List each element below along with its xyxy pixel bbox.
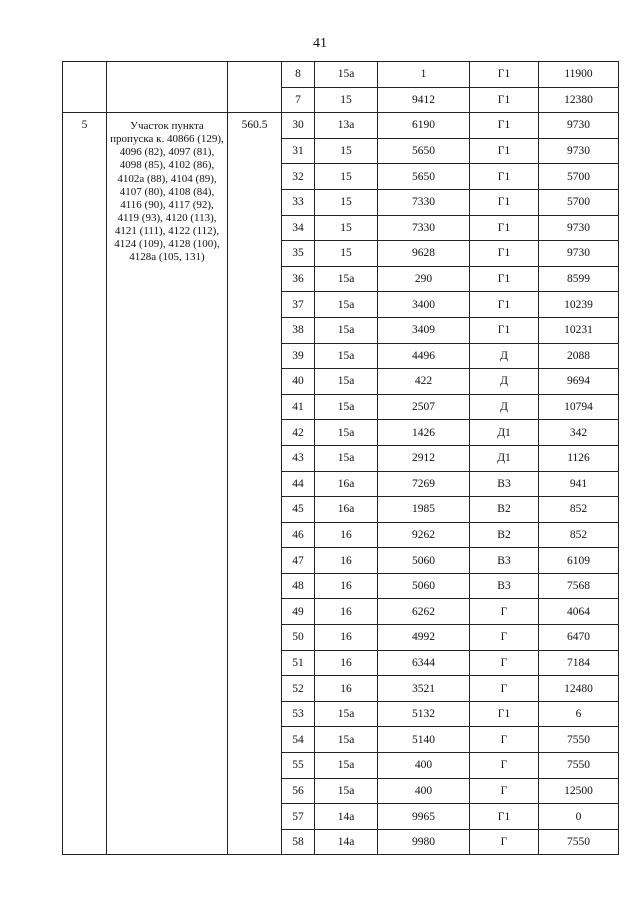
amount-cell: 11900 — [539, 62, 619, 88]
description-cell — [107, 62, 228, 113]
group-description-cell: Участок пункта пропуска к. 40866 (129), 4096 (82), 4097 (81), 4098 (85), 4102 (86), 4102а (88), 4104 (89), 4107 (80), 4108 (84), 4116 (90), 4117 (92), 4119 (93), 4120 (113), 4121 (111), 4122 (112), 4124 (109), 4128 (100), 4128а (105, 131) — [107, 113, 228, 855]
row-number-cell: 31 — [282, 138, 315, 164]
category-cell: Г1 — [470, 317, 539, 343]
amount-cell: 4064 — [539, 599, 619, 625]
category-cell: Д — [470, 394, 539, 420]
code-cell: 16 — [315, 522, 378, 548]
code-cell: 15а — [315, 343, 378, 369]
row-number-cell: 38 — [282, 317, 315, 343]
row-number-cell: 45 — [282, 497, 315, 523]
code-cell: 16 — [315, 650, 378, 676]
code-cell: 15а — [315, 778, 378, 804]
value-cell: 5650 — [378, 164, 470, 190]
category-cell: Д1 — [470, 420, 539, 446]
value-cell: 290 — [378, 266, 470, 292]
row-number-cell: 48 — [282, 573, 315, 599]
amount-cell: 10239 — [539, 292, 619, 318]
code-cell: 15 — [315, 189, 378, 215]
code-cell: 14а — [315, 829, 378, 855]
row-number-cell: 56 — [282, 778, 315, 804]
value-cell: 5140 — [378, 727, 470, 753]
value-cell: 422 — [378, 369, 470, 395]
category-cell: Д1 — [470, 445, 539, 471]
value-cell: 5060 — [378, 573, 470, 599]
category-cell: Г1 — [470, 113, 539, 139]
amount-cell: 6470 — [539, 625, 619, 651]
amount-cell: 12480 — [539, 676, 619, 702]
category-cell: В2 — [470, 522, 539, 548]
row-number-cell: 51 — [282, 650, 315, 676]
value-cell: 4496 — [378, 343, 470, 369]
row-number-cell: 47 — [282, 548, 315, 574]
amount-cell: 7550 — [539, 727, 619, 753]
value-cell: 3400 — [378, 292, 470, 318]
category-cell: Г — [470, 753, 539, 779]
row-number-cell: 49 — [282, 599, 315, 625]
amount-cell: 9730 — [539, 113, 619, 139]
code-cell: 15 — [315, 215, 378, 241]
code-cell: 15а — [315, 317, 378, 343]
amount-cell: 1126 — [539, 445, 619, 471]
table-row — [63, 113, 619, 139]
value-cell: 5132 — [378, 701, 470, 727]
code-cell: 13а — [315, 113, 378, 139]
amount-cell: 8599 — [539, 266, 619, 292]
category-cell: Г — [470, 625, 539, 651]
code-cell: 16 — [315, 599, 378, 625]
code-cell: 15а — [315, 292, 378, 318]
code-cell: 16а — [315, 471, 378, 497]
category-cell: Г1 — [470, 138, 539, 164]
row-number-cell: 44 — [282, 471, 315, 497]
amount-cell: 852 — [539, 522, 619, 548]
row-number-cell: 37 — [282, 292, 315, 318]
amount-cell: 7550 — [539, 829, 619, 855]
amount-cell: 6 — [539, 701, 619, 727]
category-cell: Г — [470, 829, 539, 855]
category-cell: Г — [470, 778, 539, 804]
category-cell: Г — [470, 599, 539, 625]
value-cell: 3409 — [378, 317, 470, 343]
group-index-cell: 5 — [63, 113, 107, 855]
row-number-cell: 33 — [282, 189, 315, 215]
amount-cell: 9730 — [539, 215, 619, 241]
category-cell: Г1 — [470, 804, 539, 830]
row-number-cell: 42 — [282, 420, 315, 446]
row-number-cell: 50 — [282, 625, 315, 651]
amount-cell: 2088 — [539, 343, 619, 369]
row-number-cell: 57 — [282, 804, 315, 830]
code-cell: 16 — [315, 676, 378, 702]
value-cell: 7330 — [378, 189, 470, 215]
amount-cell: 9730 — [539, 241, 619, 267]
category-cell: Г1 — [470, 87, 539, 113]
row-number-cell: 58 — [282, 829, 315, 855]
code-cell: 15а — [315, 701, 378, 727]
category-cell: В2 — [470, 497, 539, 523]
row-number-cell: 8 — [282, 62, 315, 88]
row-number-cell: 32 — [282, 164, 315, 190]
value-cell: 9980 — [378, 829, 470, 855]
amount-cell: 7184 — [539, 650, 619, 676]
value-cell: 4992 — [378, 625, 470, 651]
code-cell: 15 — [315, 87, 378, 113]
code-cell: 16 — [315, 548, 378, 574]
code-cell: 15а — [315, 445, 378, 471]
value-cell: 5060 — [378, 548, 470, 574]
row-number-cell: 36 — [282, 266, 315, 292]
row-number-cell: 7 — [282, 87, 315, 113]
row-number-cell: 54 — [282, 727, 315, 753]
page-number: 41 — [313, 36, 327, 51]
value-cell: 9965 — [378, 804, 470, 830]
row-number-cell: 30 — [282, 113, 315, 139]
row-number-cell: 34 — [282, 215, 315, 241]
value-cell: 9262 — [378, 522, 470, 548]
index-cell — [63, 62, 107, 113]
amount-cell: 10794 — [539, 394, 619, 420]
category-cell: Г — [470, 676, 539, 702]
code-cell: 15а — [315, 420, 378, 446]
category-cell: Г1 — [470, 215, 539, 241]
code-cell: 15а — [315, 394, 378, 420]
value-cell: 1985 — [378, 497, 470, 523]
code-cell: 15а — [315, 266, 378, 292]
amount-cell: 9730 — [539, 138, 619, 164]
code-cell: 15 — [315, 138, 378, 164]
code-cell: 15 — [315, 241, 378, 267]
code-cell: 16 — [315, 625, 378, 651]
category-cell: Г1 — [470, 292, 539, 318]
row-number-cell: 43 — [282, 445, 315, 471]
amount-cell: 852 — [539, 497, 619, 523]
row-number-cell: 46 — [282, 522, 315, 548]
value-cell: 6262 — [378, 599, 470, 625]
row-number-cell: 40 — [282, 369, 315, 395]
row-number-cell: 55 — [282, 753, 315, 779]
row-number-cell: 41 — [282, 394, 315, 420]
category-cell: В3 — [470, 471, 539, 497]
table-body — [63, 62, 619, 855]
category-cell: Г1 — [470, 266, 539, 292]
data-table — [62, 61, 619, 855]
table-row — [63, 62, 619, 88]
code-cell: 15а — [315, 727, 378, 753]
row-number-cell: 35 — [282, 241, 315, 267]
category-cell: В3 — [470, 548, 539, 574]
amount-cell: 7550 — [539, 753, 619, 779]
code-cell: 16 — [315, 573, 378, 599]
category-cell: Д — [470, 343, 539, 369]
amount-cell: 12500 — [539, 778, 619, 804]
code-cell: 15а — [315, 62, 378, 88]
value-cell: 9412 — [378, 87, 470, 113]
amount-cell: 10231 — [539, 317, 619, 343]
group-area-cell: 560.5 — [228, 113, 282, 855]
amount-cell: 342 — [539, 420, 619, 446]
amount-cell: 12380 — [539, 87, 619, 113]
value-cell: 6190 — [378, 113, 470, 139]
value-cell: 6344 — [378, 650, 470, 676]
code-cell: 15а — [315, 753, 378, 779]
category-cell: Г1 — [470, 701, 539, 727]
category-cell: Г — [470, 650, 539, 676]
category-cell: Г — [470, 727, 539, 753]
category-cell: Г1 — [470, 241, 539, 267]
area-cell — [228, 62, 282, 113]
value-cell: 1426 — [378, 420, 470, 446]
value-cell: 9628 — [378, 241, 470, 267]
amount-cell: 6109 — [539, 548, 619, 574]
category-cell: Г1 — [470, 164, 539, 190]
category-cell: Д — [470, 369, 539, 395]
value-cell: 7269 — [378, 471, 470, 497]
category-cell: В3 — [470, 573, 539, 599]
row-number-cell: 39 — [282, 343, 315, 369]
value-cell: 400 — [378, 753, 470, 779]
row-number-cell: 52 — [282, 676, 315, 702]
amount-cell: 7568 — [539, 573, 619, 599]
code-cell: 15а — [315, 369, 378, 395]
row-number-cell: 53 — [282, 701, 315, 727]
amount-cell: 5700 — [539, 164, 619, 190]
code-cell: 16а — [315, 497, 378, 523]
amount-cell: 5700 — [539, 189, 619, 215]
code-cell: 14а — [315, 804, 378, 830]
amount-cell: 0 — [539, 804, 619, 830]
value-cell: 400 — [378, 778, 470, 804]
value-cell: 1 — [378, 62, 470, 88]
value-cell: 3521 — [378, 676, 470, 702]
amount-cell: 941 — [539, 471, 619, 497]
code-cell: 15 — [315, 164, 378, 190]
value-cell: 5650 — [378, 138, 470, 164]
amount-cell: 9694 — [539, 369, 619, 395]
category-cell: Г1 — [470, 62, 539, 88]
value-cell: 7330 — [378, 215, 470, 241]
value-cell: 2507 — [378, 394, 470, 420]
category-cell: Г1 — [470, 189, 539, 215]
value-cell: 2912 — [378, 445, 470, 471]
